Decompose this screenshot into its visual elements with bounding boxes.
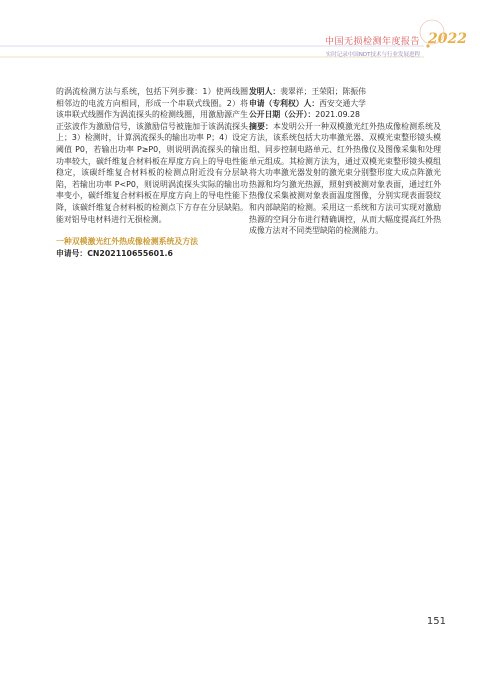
publication-date-label: 公开日期（公开）： xyxy=(249,110,316,120)
report-year: 2022 xyxy=(428,31,467,47)
application-number: CN202110655601.6 xyxy=(87,248,173,258)
applicant-value: 西安交通大学 xyxy=(319,98,366,108)
inventors-value: 裴翠祥；王荣阳；陈振伟 xyxy=(280,87,366,96)
right-column xyxy=(249,86,441,237)
abstract-paragraph xyxy=(249,121,441,237)
application-number-line xyxy=(56,248,248,260)
application-number-label: 申请号： xyxy=(56,248,88,258)
inventors-line xyxy=(249,86,441,98)
left-column xyxy=(56,86,248,259)
inventors-label: 发明人： xyxy=(249,87,281,96)
patent-title: 一种双模激光红外热成像检测系统及方法 xyxy=(56,237,199,247)
publication-date-line xyxy=(249,109,441,121)
report-subtitle: 实时记录中国NDT技术与行业发展进程 xyxy=(325,52,420,58)
abstract-label: 摘要： xyxy=(249,121,274,131)
publication-date-value: 2021.09.28 xyxy=(315,110,360,120)
left-body-text: 的涡流检测方法与系统，包括下列步骤：1）使两线圈相邻边的电流方向相同，形成一个串联式线圈。2）将该串联式线圈作为涡流探头的检测线圈，用激励源产生正弦波作为激励信号，该激励信号被施加于该涡流探头上；3）检测时，计算涡流探头的输出功率 P；4）设定阈值 P0，若输出功率 P≥P0，则说明涡流探头的输出功率较大，碳纤维复合材料板在厚度方向上的导电性能稳定，该碳纤维复合材料板的检测点附近没有分层缺陷，若输出功率 P<P0，则说明涡流探头实际的输出功率变小，碳纤维复合材料板在厚度方向上的导电性能下降，该碳纤维复合材料板的检测点下方存在分层缺陷。能对铝导电材料进行无损检测。 xyxy=(56,87,248,224)
abstract-text: 本发明公开一种双模激光红外热成像检测系统及方法，该系统包括大功率激光器、双模光束整形镜头模组、同步控制电路单元、红外热像仪及图像采集和处理单元组成。其检测方法为，通过双模光束整形镜头模组将大功率激光器发射的激光束分别整形度大成点阵激光热源和均匀激光热源，照射到被测对象表面，通过红外热像仪采集被测对象表面温度图像，分别实现表面裂纹和内部缺陷的检测。采用这一系统和方法可实现对激励热源的空间分布进行精确调控，从而大幅度提高红外热成像方法对不同类型缺陷的检测能力。 xyxy=(249,121,441,236)
page-number: 151 xyxy=(426,616,446,627)
applicant-label: 申请（专利权）人： xyxy=(249,98,320,108)
report-title: 中国无损检测年度报告 xyxy=(324,37,420,47)
applicant-line xyxy=(249,98,441,110)
